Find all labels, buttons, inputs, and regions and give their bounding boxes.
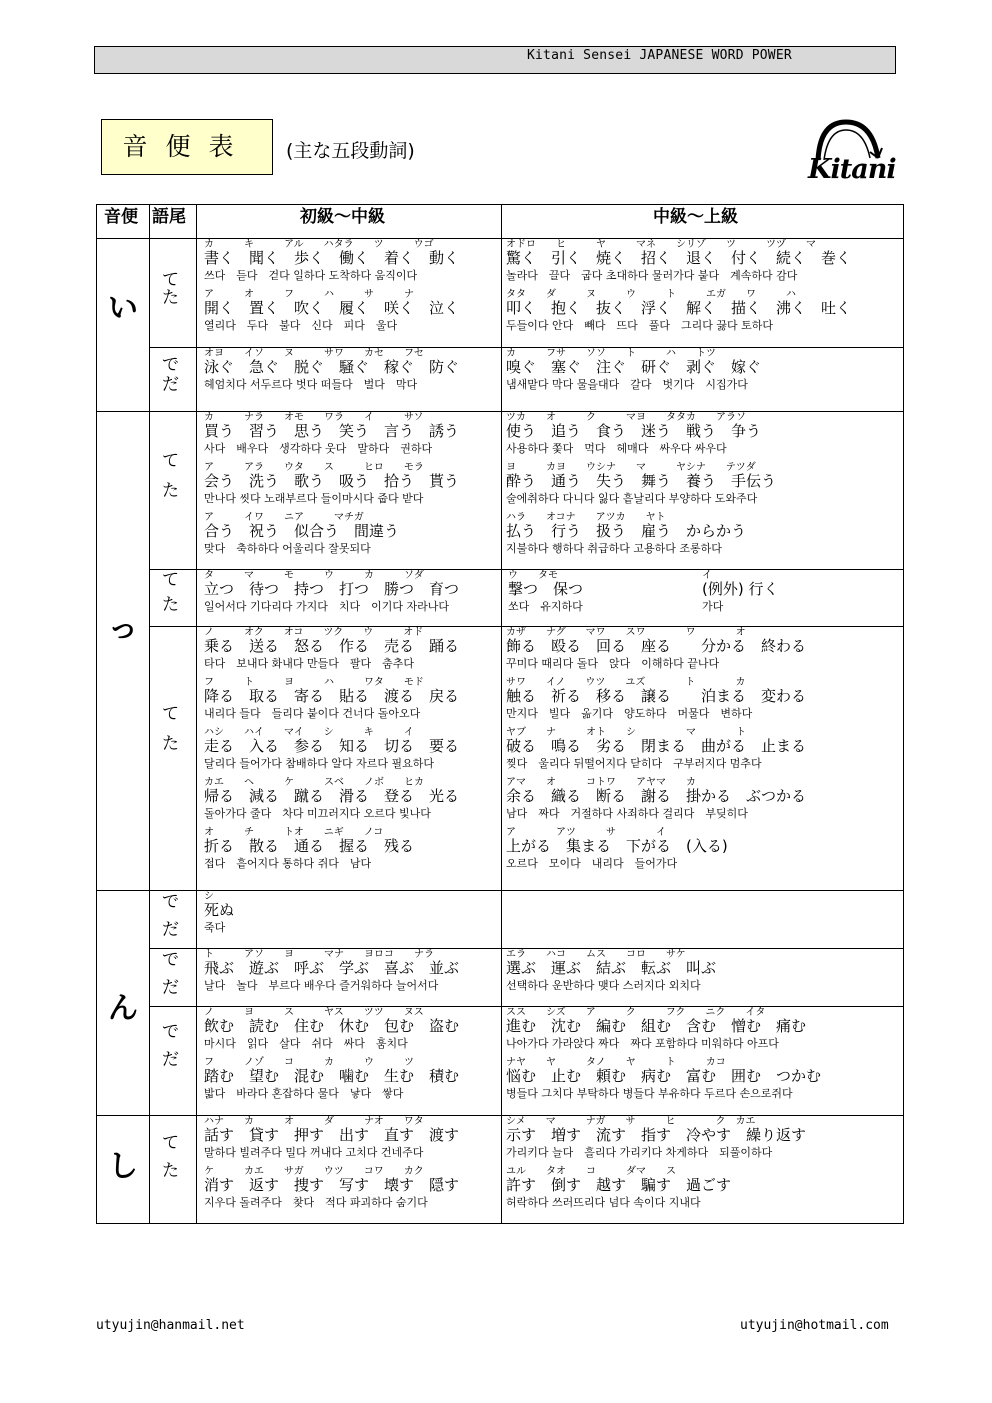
verb-line: 泳ぐ 急ぐ 脱ぐ 騒ぐ 稼ぐ 防ぐ <box>204 358 460 376</box>
verb-line: 選ぶ 運ぶ 結ぶ 転ぶ 叫ぶ <box>506 959 717 977</box>
korean-line: 접다 흩어지다 통하다 쥐다 남다 <box>204 857 372 870</box>
gobi-char: で <box>162 355 179 375</box>
verb-line: 使う 追う 食う 迷う 戦う 争う <box>506 422 762 440</box>
col-header-gobi: 語尾 <box>152 207 186 227</box>
col-header-onbin: 音便 <box>104 207 138 227</box>
gobi-char: た <box>162 481 179 501</box>
verb-line: 上がる 集まる 下がる (入る) <box>506 837 728 855</box>
furigana-line: ウ タモ <box>508 570 558 581</box>
verb-line: 飛ぶ 遊ぶ 呼ぶ 学ぶ 喜ぶ 並ぶ <box>204 959 460 977</box>
footer-email-left: utyujin@hanmail.net <box>96 1318 245 1333</box>
furigana-line: ハラ オコナ アツカ ヤト <box>506 512 666 523</box>
page-title: 音便表 <box>101 119 273 175</box>
gobi-char: で <box>162 892 179 912</box>
korean-line: 열리다 두다 불다 신다 피다 울다 <box>204 319 398 332</box>
furigana-line: ア オ フ ハ サ ナ <box>204 289 414 300</box>
furigana-line: アマ オ コトワ アヤマ カ <box>506 777 696 788</box>
verb-line: 飲む 読む 住む 休む 包む 盗む <box>204 1017 460 1035</box>
furigana-line: ア イワ ニア マチガ <box>204 512 364 523</box>
korean-line: 말하다 빌려주다 밀다 꺼내다 고치다 건네주다 <box>204 1146 424 1159</box>
verb-line: 消す 返す 捜す 写す 壊す 隠す <box>204 1176 460 1194</box>
verb-line: 折る 散る 通る 握る 残る <box>204 837 415 855</box>
verb-line: 合う 祝う 似合う 間違う <box>204 522 400 540</box>
korean-line: 돌아가다 줄다 차다 미끄러지다 오르다 빛나다 <box>204 807 431 820</box>
korean-line: 쏘다 유지하다 <box>508 600 583 613</box>
furigana-line: ツカ オ ク マヨ タタカ アラソ <box>506 412 746 423</box>
korean-line: 달리다 들어가다 참배하다 알다 자르다 필요하다 <box>204 757 435 770</box>
korean-line: 지우다 돌려주다 찾다 적다 파괴하다 숨기다 <box>204 1196 428 1209</box>
verb-line: 余る 織る 断る 謝る 掛かる ぶつかる <box>506 787 807 805</box>
verb-line: 叩く 抱く 抜く 浮く 解く 描く 沸く 吐く <box>506 299 852 317</box>
furigana-line: ヤブ ナ オト シ マ ト <box>506 727 746 738</box>
korean-line: 만나다 씻다 노래부르다 들이마시다 줍다 받다 <box>204 492 424 505</box>
verb-line: 飾る 殴る 回る 座る 分かる 終わる <box>506 637 807 655</box>
verb-line: (例外) 行く <box>702 580 779 598</box>
group-label-shi: し <box>108 1149 138 1184</box>
col-header-advanced: 中級～上級 <box>653 207 738 227</box>
korean-line: 오르다 모이다 내리다 들어가다 <box>506 857 678 870</box>
gobi-char: だ <box>162 375 179 395</box>
korean-line: 사다 배우다 생각하다 웃다 말하다 권하다 <box>204 442 433 455</box>
verb-line: 開く 置く 吹く 履く 咲く 泣く <box>204 299 460 317</box>
verb-line: 降る 取る 寄る 貼る 渡る 戻る <box>204 687 460 705</box>
furigana-line: スス シズ ア ク フク ニク イタ <box>506 1007 766 1018</box>
gobi-char: た <box>162 595 179 615</box>
furigana-line: カ キ アル ハタラ ツ ウゴ <box>204 239 434 250</box>
korean-line: 놀라다 끌다 굽다 초대하다 물러가다 붙다 계속하다 감다 <box>506 269 798 282</box>
furigana-line: ア アラ ウタ ス ヒロ モラ <box>204 462 424 473</box>
verb-line: 払う 行う 扱う 雇う からかう <box>506 522 747 540</box>
korean-line: 남다 짜다 거절하다 사죄하다 걸리다 부딪히다 <box>506 807 748 820</box>
kitani-logo <box>804 118 896 190</box>
gobi-char: で <box>162 950 179 970</box>
gobi-char: た <box>162 1161 179 1181</box>
verb-line: 帰る 減る 蹴る 滑る 登る 光る <box>204 787 460 805</box>
verb-line: 撃つ 保つ <box>508 580 584 598</box>
furigana-line: ア アツ サ イ <box>506 827 666 838</box>
furigana-line: オヨ イソ ヌ サワ カセ フセ <box>204 348 424 359</box>
korean-line: 밟다 바라다 혼잡하다 물다 낳다 쌓다 <box>204 1087 404 1100</box>
verb-line: 驚く 引く 焼く 招く 退く 付く 続く 巻く <box>506 249 852 267</box>
korean-line: 쓰다 듣다 걷다 일하다 도착하다 움직이다 <box>204 269 418 282</box>
gobi-char: た <box>162 288 179 308</box>
korean-line: 가리키다 늘다 흘리다 가리키다 차게하다 되풀이하다 <box>506 1146 773 1159</box>
korean-line: 타다 보내다 화내다 만들다 팔다 춤추다 <box>204 657 415 670</box>
furigana-line: ノ オク オコ ツク ウ オド <box>204 627 424 638</box>
verb-line: 触る 祈る 移る 譲る 泊まる 変わる <box>506 687 807 705</box>
verb-line: 嗅ぐ 塞ぐ 注ぐ 研ぐ 剥ぐ 嫁ぐ <box>506 358 762 376</box>
furigana-line: シ <box>204 891 214 902</box>
korean-line: 지불하다 행하다 취급하다 고용하다 조롱하다 <box>506 542 722 555</box>
gobi-char: て <box>162 451 179 471</box>
verb-line: 死ぬ <box>204 901 235 919</box>
korean-line: 병들다 그치다 부탁하다 병들다 부유하다 두르다 손으로쥐다 <box>506 1087 793 1100</box>
verb-line: 乗る 送る 怒る 作る 売る 踊る <box>204 637 460 655</box>
korean-line: 날다 놀다 부르다 배우다 즐거워하다 늘어서다 <box>204 979 439 992</box>
furigana-line: カ ナラ オモ ワラ イ サソ <box>204 412 424 423</box>
korean-line: 일어서다 기다리다 가지다 치다 이기다 자라나다 <box>204 600 450 613</box>
gobi-char: て <box>162 570 179 590</box>
korean-line: 죽다 <box>204 921 226 934</box>
furigana-line: ト アソ ヨ マナ ヨロコ ナラ <box>204 949 434 960</box>
korean-line: 만지다 빌다 옮기다 양도하다 머물다 변하다 <box>506 707 753 720</box>
verb-line: 会う 洗う 歌う 吸う 拾う 貰う <box>204 472 460 490</box>
furigana-line: ユル タオ コ ダマ ス <box>506 1166 676 1177</box>
furigana-line: カエ ヘ ケ スベ ノボ ヒカ <box>204 777 424 788</box>
furigana-line: フ ト ヨ ハ ワタ モド <box>204 677 424 688</box>
verb-line: 破る 鳴る 劣る 閉まる 曲がる 止まる <box>506 737 807 755</box>
furigana-line: サワ イノ ウツ ユズ ト カ <box>506 677 746 688</box>
furigana-line: ケ カエ サガ ウツ コワ カク <box>204 1166 424 1177</box>
korean-line: 헤엄치다 서두르다 벗다 떠들다 벌다 막다 <box>204 378 418 391</box>
korean-line: 사용하다 쫓다 먹다 헤매다 싸우다 싸우다 <box>506 442 727 455</box>
korean-line: 찢다 울리다 뒤떨어지다 닫히다 구부러지다 멈추다 <box>506 757 762 770</box>
verb-line: 踏む 望む 混む 噛む 生む 積む <box>204 1067 460 1085</box>
korean-line: 내리다 들다 들리다 붙이다 건너다 돌아오다 <box>204 707 421 720</box>
korean-line: 두들이다 안다 빼다 뜨다 풀다 그리다 끓다 토하다 <box>506 319 774 332</box>
verb-line: 書く 聞く 歩く 働く 着く 動く <box>204 249 460 267</box>
gobi-char: て <box>162 1133 179 1153</box>
verb-line: 立つ 待つ 持つ 打つ 勝つ 育つ <box>204 580 460 598</box>
gobi-char: て <box>162 704 179 724</box>
korean-line: 냄새맡다 막다 물을대다 갈다 벗기다 시집가다 <box>506 378 748 391</box>
korean-line: 허락하다 쓰러뜨리다 넘다 속이다 지내다 <box>506 1196 701 1209</box>
korean-line: 선택하다 운반하다 맺다 스러지다 외치다 <box>506 979 701 992</box>
korean-line: 술에취하다 다니다 잃다 흩날리다 부양하다 도와주다 <box>506 492 758 505</box>
gobi-char: だ <box>162 920 179 940</box>
footer-email-right: utyujin@hotmail.com <box>740 1318 889 1333</box>
group-label-n: ん <box>108 991 138 1026</box>
furigana-line: カ フサ ソソ ト ハ トツ <box>506 348 716 359</box>
furigana-line: イ <box>702 570 712 581</box>
verb-line: 示す 増す 流す 指す 冷やす 繰り返す <box>506 1126 807 1144</box>
verb-line: 酔う 通う 失う 舞う 養う 手伝う <box>506 472 777 490</box>
gobi-char: で <box>162 1022 179 1042</box>
col-header-beginner: 初級～中級 <box>300 207 385 227</box>
logo-text: Kitani <box>808 154 896 185</box>
furigana-line: ヨ カヨ ウシナ マ ヤシナ テツダ <box>506 462 756 473</box>
korean-line: 마시다 읽다 살다 쉬다 싸다 훔치다 <box>204 1037 408 1050</box>
verb-line: 悩む 止む 頼む 病む 富む 囲む つかむ <box>506 1067 822 1085</box>
header-bar <box>94 46 896 74</box>
furigana-line: エラ ハコ ムス コロ サケ <box>506 949 686 960</box>
furigana-line: オドロ ヒ ヤ マネ シリゾ ツ ツヅ マ <box>506 239 816 250</box>
korean-line: 꾸미다 때리다 돌다 앉다 이해하다 끝나다 <box>506 657 720 670</box>
furigana-line: ハシ ハイ マイ シ キ イ <box>204 727 414 738</box>
furigana-line: シメ マ ナガ サ ヒ ク カエ <box>506 1116 756 1127</box>
furigana-line: フ ノゾ コ カ ウ ツ <box>204 1057 414 1068</box>
verb-line: 買う 習う 思う 笑う 言う 誘う <box>204 422 460 440</box>
verb-line: 走る 入る 参る 知る 切る 要る <box>204 737 460 755</box>
korean-line: 나아가다 가라앉다 짜다 짜다 포함하다 미워하다 아프다 <box>506 1037 779 1050</box>
verb-line: 進む 沈む 編む 組む 含む 憎む 痛む <box>506 1017 807 1035</box>
furigana-line: タタ ダ ヌ ウ ト エガ ワ ハ <box>506 289 796 300</box>
gobi-char: て <box>162 270 179 290</box>
korean-line: 맞다 축하하다 어울리다 잘못되다 <box>204 542 371 555</box>
verb-line: 許す 倒す 越す 騙す 過ごす <box>506 1176 732 1194</box>
furigana-line: カザ ナグ マワ スワ ワ オ <box>506 627 746 638</box>
gobi-char: た <box>162 734 179 754</box>
furigana-line: ノ ヨ ス ヤス ツツ ヌス <box>204 1007 424 1018</box>
furigana-line: ハナ カ オ ダ ナオ ワタ <box>204 1116 424 1127</box>
furigana-line: ナヤ ヤ タノ ヤ ト カコ <box>506 1057 726 1068</box>
page-subtitle: (主な五段動詞) <box>286 140 415 162</box>
korean-line: 가다 <box>702 600 724 613</box>
furigana-line: オ チ トオ ニギ ノコ <box>204 827 384 838</box>
gobi-char: だ <box>162 1050 179 1070</box>
verb-line: 話す 貸す 押す 出す 直す 渡す <box>204 1126 460 1144</box>
group-label-tsu: っ <box>108 611 138 646</box>
group-label-i: い <box>108 291 138 326</box>
furigana-line: タ マ モ ウ カ ソダ <box>204 570 424 581</box>
gobi-char: だ <box>162 978 179 998</box>
header-title: Kitani Sensei JAPANESE WORD POWER <box>527 48 792 63</box>
